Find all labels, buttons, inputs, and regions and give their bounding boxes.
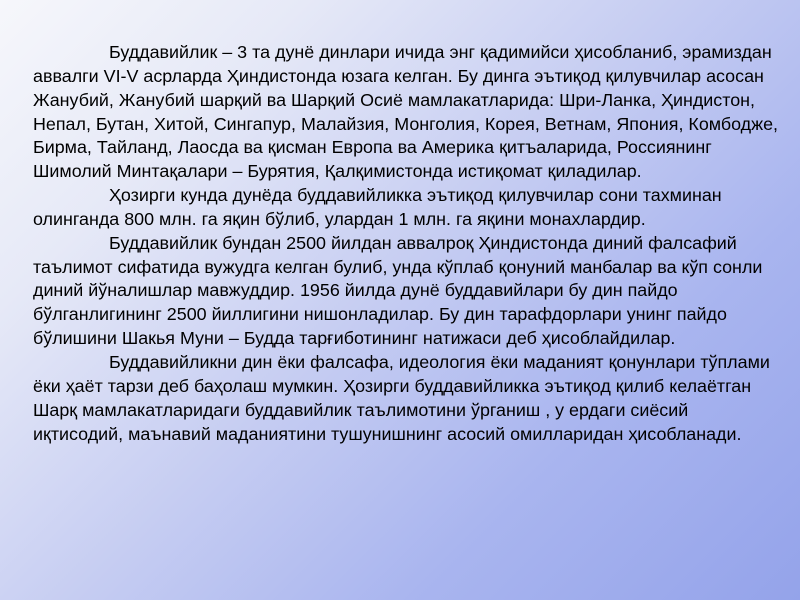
- paragraph-followers-count: Ҳозирги кунда дунёда буддавийликка эътиқод қилувчилар сони тахминан олинганда 800 млн. га яқин бўлиб, улардан 1 млн. га яқини монахлардир.: [33, 185, 722, 229]
- paragraph-history: Буддавийлик бундан 2500 йилдан аввалроқ Ҳиндистонда диний фалсафий таълимот сифатида вужудга келган булиб, унда кўплаб қонуний манбалар ва кўп сонли диний йўналишлар мавжуддир. 1956 йилда дунё буддавийлари бу дин пайдо бўлганлигининг 2500 йиллигини нишонладилар. Бу дин тарафдорлари унинг пайдо бўлишини Шакья Муни – Будда тарғиботининг натижаси деб ҳисоблайдилар.: [33, 232, 763, 349]
- slide-text-body: [33, 41, 778, 446]
- paragraph-buddhism-origin: Буддавийлик – 3 та дунё динлари ичида энг қадимийси ҳисобланиб, эрамиздан аввалги VI-V асрларда Ҳиндистонда юзага келган. Бу динга эътиқод қилувчилар асосан Жанубий, Жанубий шарқий ва Шарқий Осиё мамлакатларида: Шри-Ланка, Ҳиндистон, Непал, Бутан, Хитой, Сингапур, Малайзия, Монголия, Корея, Ветнам, Япония, Комбоджe, Бирма, Тайланд, Лаосда ва қисман Европа ва Америка қитъаларида, Россиянинг Шимолий Минтақалари – Бурятия, Қалқимистонда истиқомат қиладилар.: [33, 42, 779, 182]
- paragraph-definition: Буддавийликни дин ёки фалсафа, идеология ёки маданият қонунлари тўплами ёки ҳаёт тарзи деб баҳолаш мумкин. Ҳозирги буддавийликка эътиқод қилиб келаётган Шарқ мамлакатларидаги буддавийлик таълимотини ўрганиш , у ердаги сиёсий иқтисодий, маънавий маданиятини тушунишнинг асосий омилларидан ҳисобланади.: [33, 351, 770, 444]
